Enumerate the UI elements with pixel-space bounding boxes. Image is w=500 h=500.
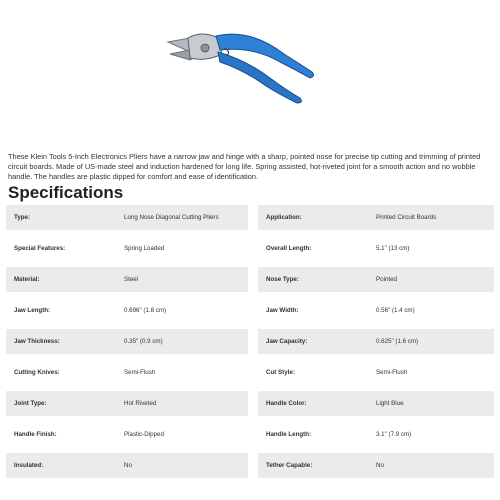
spec-label: Tether Capable: (258, 453, 376, 478)
spec-value: 3.1" (7.9 cm) (376, 431, 412, 438)
spec-label: Material: (6, 267, 124, 292)
spec-row (6, 422, 494, 453)
spec-value: Light Blue (376, 391, 494, 416)
spec-value: No (124, 453, 248, 478)
pliers-icon (160, 8, 330, 108)
spec-label: Cut Style: (266, 369, 295, 376)
specifications-table (6, 205, 494, 484)
spec-label: Overall Length: (266, 245, 312, 252)
spec-row (6, 453, 494, 484)
spec-value: Semi-Flush (376, 369, 408, 376)
spec-value: Spring Loaded (124, 245, 165, 252)
spec-value: Long Nose Diagonal Cutting Pliers (124, 205, 248, 230)
spec-label: Nose Type: (258, 267, 376, 292)
spec-row (6, 236, 494, 267)
spec-value: 0.625" (1.6 cm) (376, 329, 494, 354)
spec-label: Handle Finish: (14, 431, 57, 438)
spec-label: Insulated: (6, 453, 124, 478)
spec-row (6, 329, 494, 360)
spec-value: 0.35" (0.9 cm) (124, 329, 248, 354)
spec-row (6, 205, 494, 236)
spec-row (6, 298, 494, 329)
spec-value: Printed Circuit Boards (376, 205, 494, 230)
specifications-heading: Specifications (8, 183, 124, 202)
spec-value: 0.56" (1.4 cm) (376, 307, 415, 314)
spec-value: 0.696" (1.8 cm) (124, 307, 167, 314)
spec-value: Plastic-Dipped (124, 431, 164, 438)
spec-value: Steel (124, 267, 248, 292)
spec-value: Semi-Flush (124, 369, 156, 376)
spec-row (6, 391, 494, 422)
spec-value: Hot Riveted (124, 391, 248, 416)
spec-label: Special Features: (14, 245, 66, 252)
spec-label: Type: (6, 205, 124, 230)
spec-label: Joint Type: (6, 391, 124, 416)
spec-value: No (376, 453, 494, 478)
spec-row (6, 360, 494, 391)
spec-label: Jaw Thickness: (6, 329, 124, 354)
spec-label: Jaw Capacity: (258, 329, 376, 354)
spec-row (6, 267, 494, 298)
product-description: These Klein Tools 5-Inch Electronics Pliers have a narrow jaw and hinge with a sharp, pointed nose for precise tip cutting and trimming of printed circuit boards. Made of US-made steel and induction hardened for long life. Spring assisted, hot-riveted joint for a smooth action and no wobble handle. The handles are plastic dipped for comfort and ease of identification. (8, 152, 481, 181)
spec-label: Handle Length: (266, 431, 312, 438)
spec-label: Jaw Width: (266, 307, 299, 314)
spec-label: Jaw Length: (14, 307, 51, 314)
spec-value: Pointed (376, 267, 494, 292)
spec-value: 5.1" (13 cm) (376, 245, 410, 252)
spec-label: Application: (258, 205, 376, 230)
product-image (160, 8, 330, 108)
spec-label: Handle Color: (258, 391, 376, 416)
spec-label: Cutting Knives: (14, 369, 60, 376)
